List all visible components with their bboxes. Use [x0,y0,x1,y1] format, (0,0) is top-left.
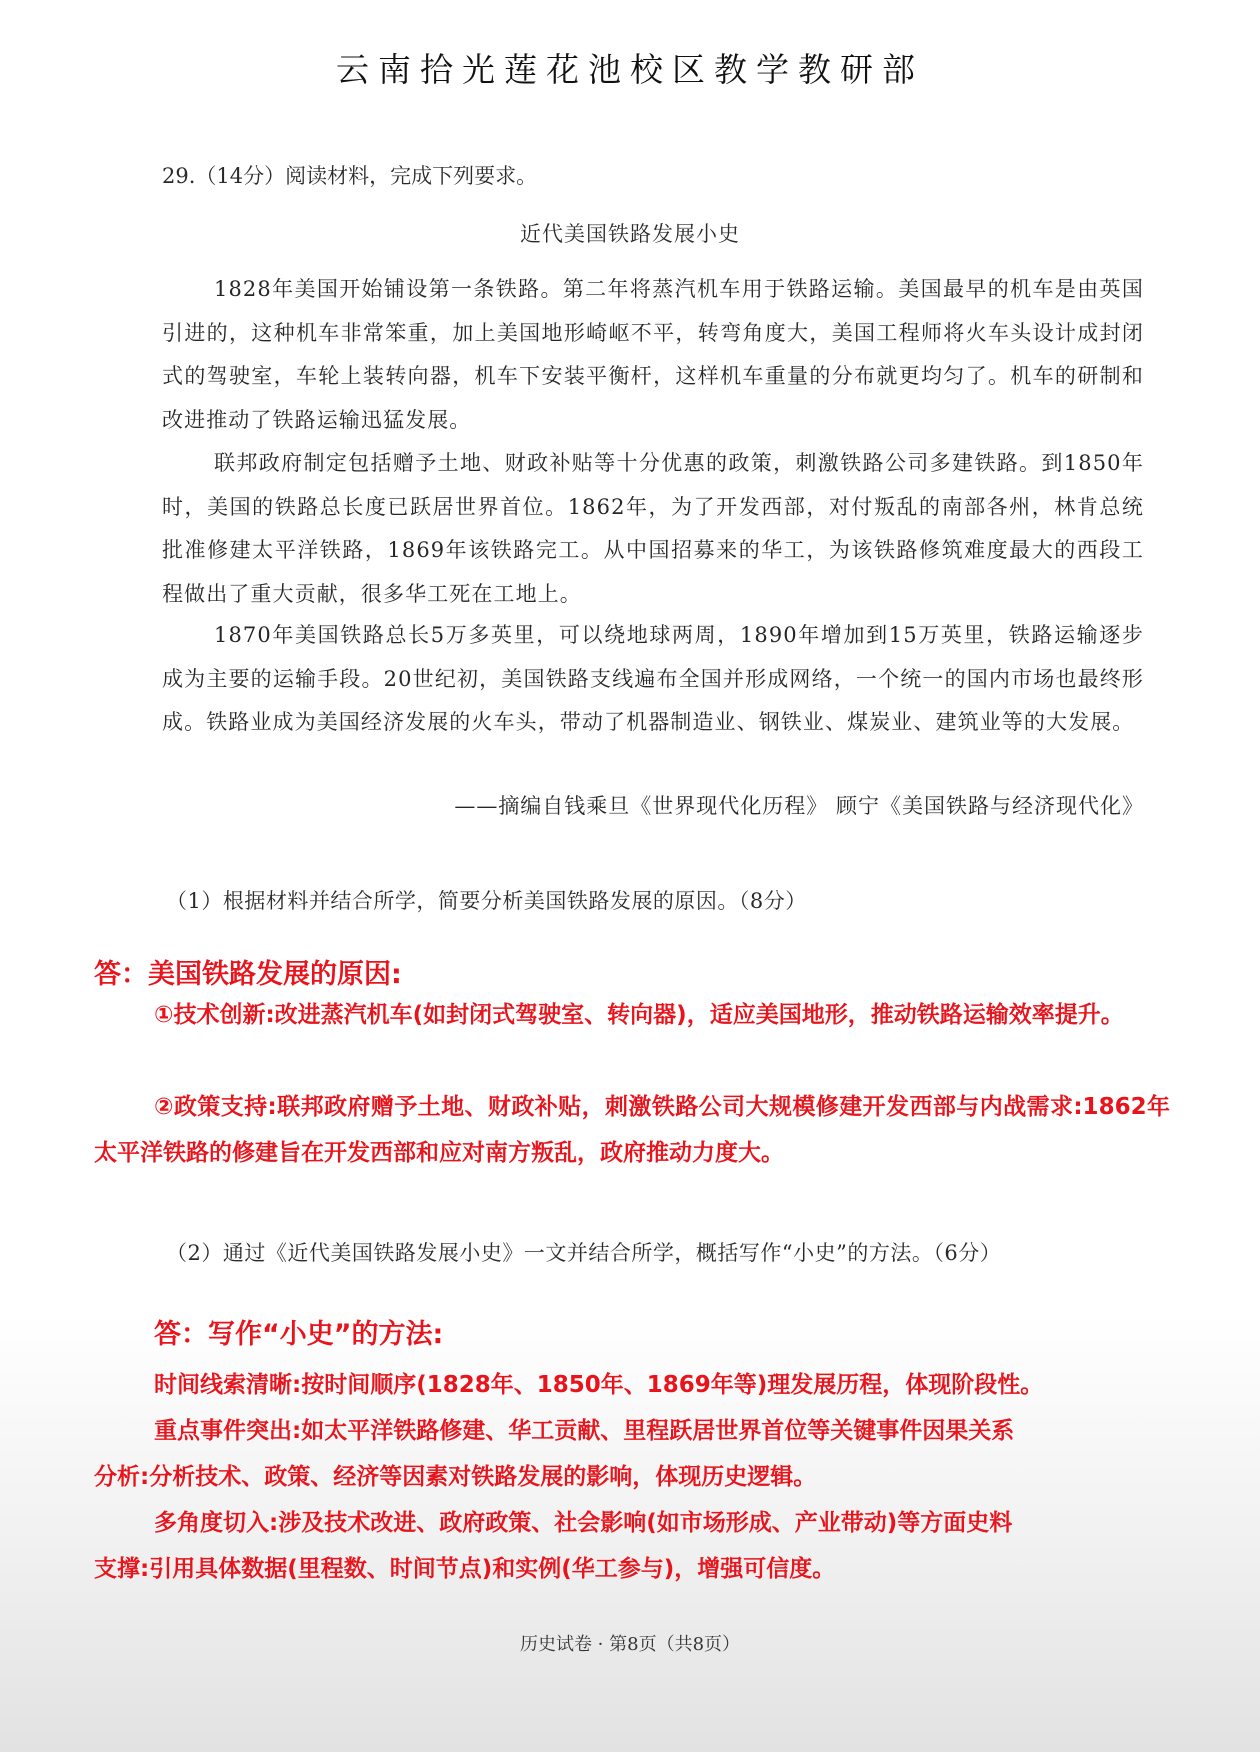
answer2-line-4: 多角度切入:涉及技术改进、政府政策、社会影响(如市场形成、产业带动)等方面史料 [154,1510,1013,1536]
school-header: 云南拾光莲花池校区教学教研部 [336,50,924,89]
page-footer: 历史试卷 · 第8页（共8页） [519,1634,741,1655]
answer2-line-5: 支撑:引用具体数据(里程数、时间节点)和实例(华工参与)，增强可信度。 [94,1556,836,1582]
answer1-point-1: ①技术创新:改进蒸汽机车(如封闭式驾驶室、转向器)，适应美国地形，推动铁路运输效率提升。 [154,1002,1124,1028]
answer2-heading: 答：写作“小史”的方法: [154,1319,444,1350]
material-paragraph-3: 1870年美国铁路总长5万多英里，可以绕地球两周，1890年增加到15万英里，铁路运输逐步成为主要的运输手段。20世纪初，美国铁路支线遍布全国并形成网络，一个统一的国内市场也最终形成。铁路业成为美国经济发展的火车头，带动了机器制造业、钢铁业、煤炭业、建筑业等的大发展。 [162,623,1144,734]
material-source: ——摘编自钱乘旦《世界现代化历程》 顾宁《美国铁路与经济现代化》 [454,794,1144,818]
answer1-point-2: ②政策支持:联邦政府赠予土地、财政补贴，刺激铁路公司大规模修建开发西部与内战需求:1862年太平洋铁路的修建旨在开发西部和应对南方叛乱，政府推动力度大。 [94,1094,1170,1166]
answer1-heading: 答：美国铁路发展的原因: [94,959,402,990]
answer2-line-2: 重点事件突出:如太平洋铁路修建、华工贡献、里程跃居世界首位等关键事件因果关系 [154,1418,1015,1444]
sub-question-1: （1）根据材料并结合所学，简要分析美国铁路发展的原因。（8分） [166,889,807,913]
material-title: 近代美国铁路发展小史 [520,222,740,246]
question-intro: 29.（14分）阅读材料，完成下列要求。 [162,164,538,188]
answer2-line-1: 时间线索清晰:按时间顺序(1828年、1850年、1869年等)理发展历程，体现阶段性。 [154,1372,1044,1398]
material-paragraph-2: 联邦政府制定包括赠予土地、财政补贴等十分优惠的政策，刺激铁路公司多建铁路。到1850年时，美国的铁路总长度已跃居世界首位。1862年，为了开发西部，对付叛乱的南部各州，林肯总统批准修建太平洋铁路，1869年该铁路完工。从中国招募来的华工，为该铁路修筑难度最大的西段工程做出了重大贡献，很多华工死在工地上。 [162,451,1144,606]
material-paragraph-1: 1828年美国开始铺设第一条铁路。第二年将蒸汽机车用于铁路运输。美国最早的机车是由英国引进的，这种机车非常笨重，加上美国地形崎岖不平，转弯角度大，美国工程师将火车头设计成封闭式的驾驶室，车轮上装转向器，机车下安装平衡杆，这样机车重量的分布就更均匀了。机车的研制和改进推动了铁路运输迅猛发展。 [162,277,1144,432]
answer2-line-3: 分析:分析技术、政策、经济等因素对铁路发展的影响，体现历史逻辑。 [94,1464,817,1490]
sub-question-2: （2）通过《近代美国铁路发展小史》一文并结合所学，概括写作“小史”的方法。（6分） [166,1241,1002,1265]
